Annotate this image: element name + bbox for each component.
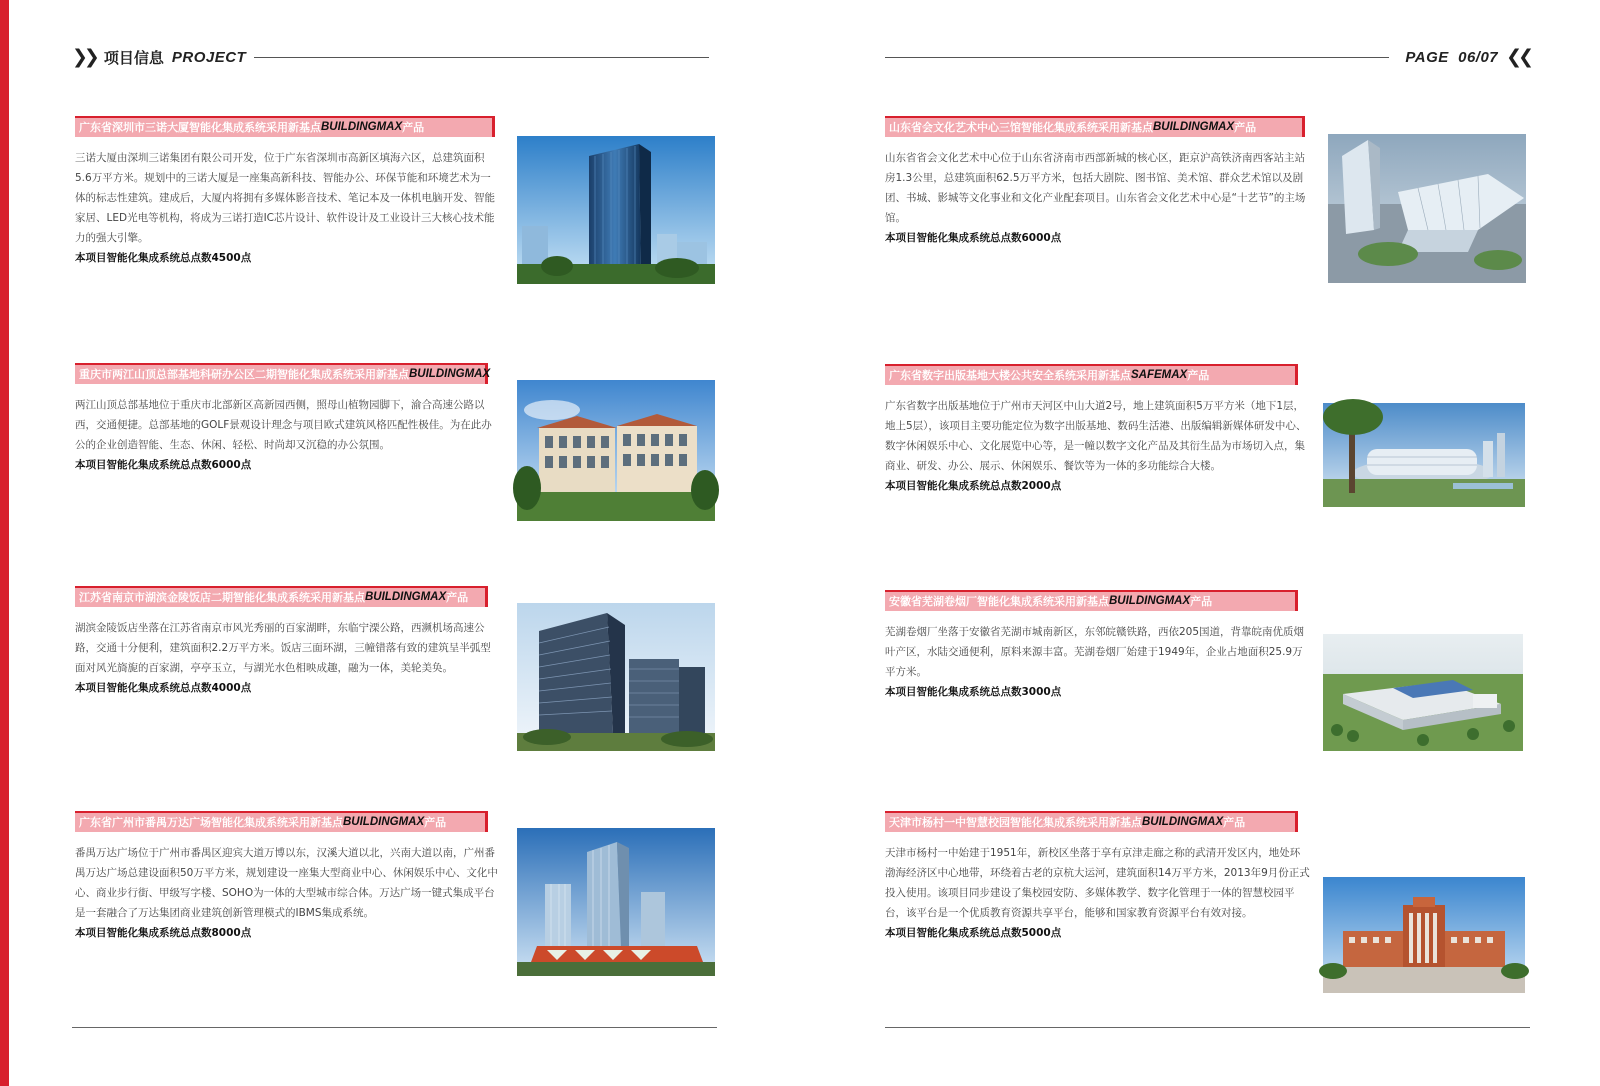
project-item bbox=[885, 116, 1525, 248]
product-brand: BUILDINGMAX bbox=[365, 590, 447, 603]
header-rule-left bbox=[254, 57, 709, 58]
project-item bbox=[75, 586, 715, 698]
section-title-cn: 项目信息 bbox=[103, 48, 164, 67]
double-chevron-right-icon: ❯❯ bbox=[72, 45, 96, 68]
product-brand: BUILDINGMAX bbox=[1153, 120, 1235, 133]
project-description: 两江山顶总部基地位于重庆市北部新区高新园西侧，照母山植物园脚下，渝合高速公路以西，交通便捷。总部基地的GOLF景观设计理念与项目欧式建筑风格匹配性极佳。为在此办公的企业创造智能、生态、休闲、轻松、时尚却又沉稳的办公氛围。 bbox=[75, 399, 492, 451]
project-description: 广东省数字出版基地位于广州市天河区中山大道2号，地上建筑面积5万平方米（地下1层，地上5层），该项目主要功能定位为数字出版基地、数码生活港、出版编辑新媒体研发中心、数字休闲娱乐中心、文化展览中心等，是一幢以数字文化产品及其衍生品为市场切入点，集商业、研发、办公、展示、休闲娱乐、餐饮等为一体的多功能综合大楼。 bbox=[885, 400, 1307, 472]
project-description: 番禺万达广场位于广州市番禺区迎宾大道万博以东，汉溪大道以北，兴南大道以南，广州番禺万达广场总建设面积50万平方米，规划建设一座集大型商业中心、休闲娱乐中心、文化中心、商业步行街、甲级写字楼、SOHO为一体的大型城市综合体。万达广场一键式集成平台是一套融合了万达集团商业建筑创新管理模式的IBMS集成系统。 bbox=[75, 847, 498, 919]
header-rule-right bbox=[885, 57, 1389, 58]
project-stat: 本项目智能化集成系统总点数6000点 bbox=[885, 232, 1062, 244]
project-image-school-campus bbox=[1323, 877, 1525, 993]
header-left bbox=[72, 46, 717, 68]
header-right bbox=[885, 46, 1530, 68]
project-item bbox=[75, 363, 715, 475]
double-chevron-left-icon: ❮❮ bbox=[1506, 45, 1530, 68]
project-stat: 本项目智能化集成系统总点数4500点 bbox=[75, 252, 252, 264]
project-item bbox=[75, 811, 715, 943]
project-stat: 本项目智能化集成系统总点数3000点 bbox=[885, 686, 1062, 698]
project-title: 广东省深圳市三诺大厦智能化集成系统采用新基点 BUILDINGMAX 产品 bbox=[75, 116, 495, 137]
project-description: 天津市杨村一中始建于1951年，新校区坐落于享有京津走廊之称的武清开发区内，地处环渤海经济区中心地带，环绕着古老的京杭大运河，建筑面积14万平方米，2013年9月份正式投入使用。该项目同步建设了集校园安防、多媒体教学、数字化管理于一体的智慧校园平台，该平台是一个优质教育资源共享平台，能够和国家教育资源平台有效对接。 bbox=[885, 847, 1310, 919]
product-brand: BUILDINGMAX bbox=[343, 815, 425, 828]
project-item bbox=[885, 364, 1525, 496]
project-stat: 本项目智能化集成系统总点数2000点 bbox=[885, 480, 1062, 492]
project-image-wanda-plaza bbox=[517, 828, 715, 976]
project-image-european-office bbox=[517, 380, 715, 521]
product-brand: BUILDINGMAX bbox=[321, 120, 403, 133]
product-brand: SAFEMAX bbox=[1131, 368, 1188, 381]
footer-rule-left bbox=[72, 1027, 717, 1028]
project-description: 山东省省会文化艺术中心位于山东省济南市西部新城的核心区，距京沪高铁济南西客站主站房1.3公里，总建筑面积62.5万平方米，包括大剧院、图书馆、美术馆、群众艺术馆以及剧团、书城、影城等文化事业和文化产业配套项目。山东省会文化艺术中心是“十艺节”的主场馆。 bbox=[885, 152, 1306, 224]
project-description: 湖滨金陵饭店坐落在江苏省南京市风光秀丽的百家湖畔，东临宁溧公路，西濒机场高速公路，交通十分便利，建筑面积2.2万平方米。饭店三面环湖，三幢错落有致的建筑呈半弧型面对风光旖旎的百家湖，亭亭玉立，与湖光水色相映成趣，融为一体，美轮美奂。 bbox=[75, 622, 491, 674]
project-stat: 本项目智能化集成系统总点数6000点 bbox=[75, 459, 252, 471]
project-description: 芜湖卷烟厂坐落于安徽省芜湖市城南新区，东邻皖赣铁路，西依205国道，背靠皖南优质烟叶产区，水陆交通便利，原料来源丰富。芜湖卷烟厂始建于1949年，企业占地面积25.9万平方米。 bbox=[885, 626, 1305, 678]
footer-rule-right bbox=[885, 1027, 1530, 1028]
project-stat: 本项目智能化集成系统总点数5000点 bbox=[885, 927, 1062, 939]
project-title: 广东省广州市番禺万达广场智能化集成系统采用新基点 BUILDINGMAX 产品 bbox=[75, 811, 488, 832]
red-edge-stripe bbox=[0, 0, 9, 1086]
project-image-hotel bbox=[517, 603, 715, 751]
project-item bbox=[885, 590, 1525, 702]
project-title: 广东省数字出版基地大楼公共安全系统采用新基点 SAFEMAX 产品 bbox=[885, 364, 1298, 385]
section-title-en: PROJECT bbox=[171, 48, 247, 66]
project-title: 重庆市两江山顶总部基地科研办公区二期智能化集成系统采用新基点 BUILDINGMAX 产品 bbox=[75, 363, 488, 384]
project-title: 江苏省南京市湖滨金陵饭店二期智能化集成系统采用新基点 BUILDINGMAX 产品 bbox=[75, 586, 488, 607]
product-brand: BUILDINGMAX bbox=[1142, 815, 1224, 828]
product-brand: BUILDINGMAX bbox=[1109, 594, 1191, 607]
project-stat: 本项目智能化集成系统总点数8000点 bbox=[75, 927, 252, 939]
project-image-digital-publishing bbox=[1323, 403, 1525, 507]
project-title: 天津市杨村一中智慧校园智能化集成系统采用新基点 BUILDINGMAX 产品 bbox=[885, 811, 1298, 832]
project-stat: 本项目智能化集成系统总点数4000点 bbox=[75, 682, 252, 694]
product-brand: BUILDINGMAX bbox=[409, 367, 491, 380]
project-image-tower bbox=[517, 136, 715, 284]
project-image-culture-center bbox=[1328, 134, 1526, 283]
page-number: PAGE 06/07 bbox=[1405, 48, 1499, 66]
project-item bbox=[75, 116, 715, 268]
project-image-tobacco-factory bbox=[1323, 634, 1523, 751]
project-item bbox=[885, 811, 1525, 943]
project-description: 三诺大厦由深圳三诺集团有限公司开发，位于广东省深圳市高新区填海六区，总建筑面积5.6万平方米。规划中的三诺大厦是一座集高新科技、智能办公、环保节能和环境艺术为一体的标志性建筑。建成后，大厦内将拥有多媒体影音技术、笔记本及一体机电脑开发、智能家居、LED光电等机构，将成为三诺打造IC芯片设计、软件设计及工业设计三大核心技术能力的强大引擎。 bbox=[75, 152, 495, 244]
project-title: 山东省会文化艺术中心三馆智能化集成系统采用新基点 BUILDINGMAX 产品 bbox=[885, 116, 1305, 137]
project-title: 安徽省芜湖卷烟厂智能化集成系统采用新基点 BUILDINGMAX 产品 bbox=[885, 590, 1298, 611]
